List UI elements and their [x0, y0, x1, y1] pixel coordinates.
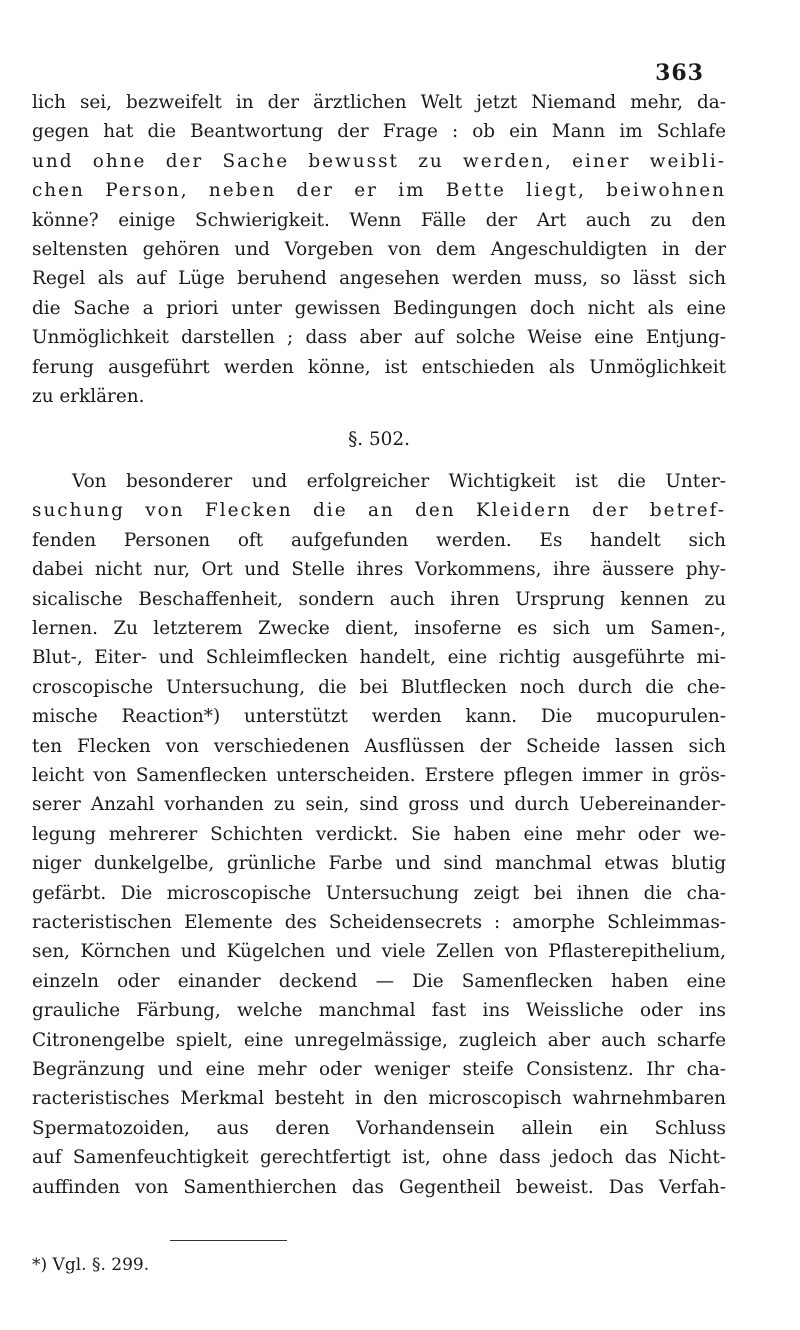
text-line: Unmöglichkeit darstellen ; dass aber auf solche Weise eine Entjung- [32, 327, 726, 349]
text-line: Von besonderer und erfolgreicher Wichtigkeit ist die Unter- [72, 470, 726, 492]
text-line: fenden Personen oft aufgefunden werden. Es handelt sich [32, 529, 726, 551]
text-line: ferung ausgeführt werden könne, ist entschieden als Unmöglichkeit [32, 356, 726, 378]
text-line: racteristisches Merkmal besteht in den microscopisch wahrnehmbaren [32, 1088, 726, 1110]
text-line: chen Person, neben der er im Bette liegt, beiwohnen [32, 180, 726, 202]
text-line: Blut-, Eiter- und Schleimflecken handelt, eine richtig ausgeführte mi- [32, 647, 726, 669]
text-line: Spermatozoiden, aus deren Vorhandensein allein ein Schluss [32, 1117, 726, 1139]
text-line: könne? einige Schwierigkeit. Wenn Fälle der Art auch zu den [32, 209, 726, 231]
body-text [32, 88, 726, 1202]
footnote-divider [170, 1240, 287, 1241]
text-line: gegen hat die Beantwortung der Frage : ob ein Mann im Schlafe [32, 121, 726, 143]
text-line: ten Flecken von verschiedenen Ausflüssen der Scheide lassen sich [32, 735, 726, 757]
text-line: legung mehrerer Schichten verdickt. Sie haben eine mehr oder we- [32, 823, 726, 845]
text-line: Begränzung und eine mehr oder weniger steife Consistenz. Ihr cha- [32, 1059, 726, 1080]
text-line: serer Anzahl vorhanden zu sein, sind gross und durch Uebereinander- [32, 794, 726, 816]
text-line: Regel als auf Lüge beruhend angesehen werden muss, so lässt sich [32, 268, 726, 290]
text-line: croscopische Untersuchung, die bei Blutflecken noch durch die che- [32, 676, 726, 698]
text-line: und ohne der Sache bewusst zu werden, einer weibli- [32, 150, 726, 172]
text-line: gefärbt. Die microscopische Untersuchung zeigt bei ihnen die cha- [32, 882, 726, 904]
footnote: *) Vgl. §. 299. [32, 1255, 150, 1275]
text-line: racteristischen Elemente des Scheidensecrets : amorphe Schleimmas- [32, 911, 726, 933]
text-line: die Sache a priori unter gewissen Bedingungen doch nicht als eine [32, 297, 726, 319]
text-line: auf Samenfeuchtigkeit gerechtfertigt ist, ohne dass jedoch das Nicht- [32, 1147, 726, 1169]
text-line: Citronengelbe spielt, eine unregelmässige, zugleich aber auch scharfe [32, 1029, 726, 1051]
text-line: leicht von Samenflecken unterscheiden. Erstere pflegen immer in grös- [32, 764, 726, 786]
section-heading: §. 502. [348, 429, 410, 451]
text-line: lich sei, bezweifelt in der ärztlichen Welt jetzt Niemand mehr, da- [32, 92, 726, 113]
text-line: dabei nicht nur, Ort und Stelle ihres Vorkommens, ihre äussere phy- [32, 559, 726, 581]
text-line: lernen. Zu letzterem Zwecke dient, insoferne es sich um Samen-, [32, 617, 726, 639]
text-line: seltensten gehören und Vorgeben von dem Angeschuldigten in der [32, 239, 726, 261]
text-line: einzeln oder einander deckend — Die Samenflecken haben eine [32, 970, 726, 992]
text-line: sen, Körnchen und Kügelchen und viele Zellen von Pflasterepithelium, [32, 941, 726, 963]
text-line: suchung von Flecken die an den Kleidern der betref- [32, 500, 726, 522]
text-line: zu erklären. [32, 386, 145, 408]
text-line: grauliche Färbung, welche manchmal fast ins Weissliche oder ins [32, 1000, 726, 1022]
text-line: auffinden von Samenthierchen das Gegentheil beweist. Das Verfah- [32, 1176, 726, 1198]
text-line: sicalische Beschaffenheit, sondern auch ihren Ursprung kennen zu [32, 588, 726, 610]
text-line: niger dunkelgelbe, grünliche Farbe und sind manchmal etwas blutig [32, 853, 726, 875]
page-number: 363 [655, 60, 704, 86]
text-line: mische Reaction*) unterstützt werden kann. Die mucopurulen- [32, 706, 726, 728]
